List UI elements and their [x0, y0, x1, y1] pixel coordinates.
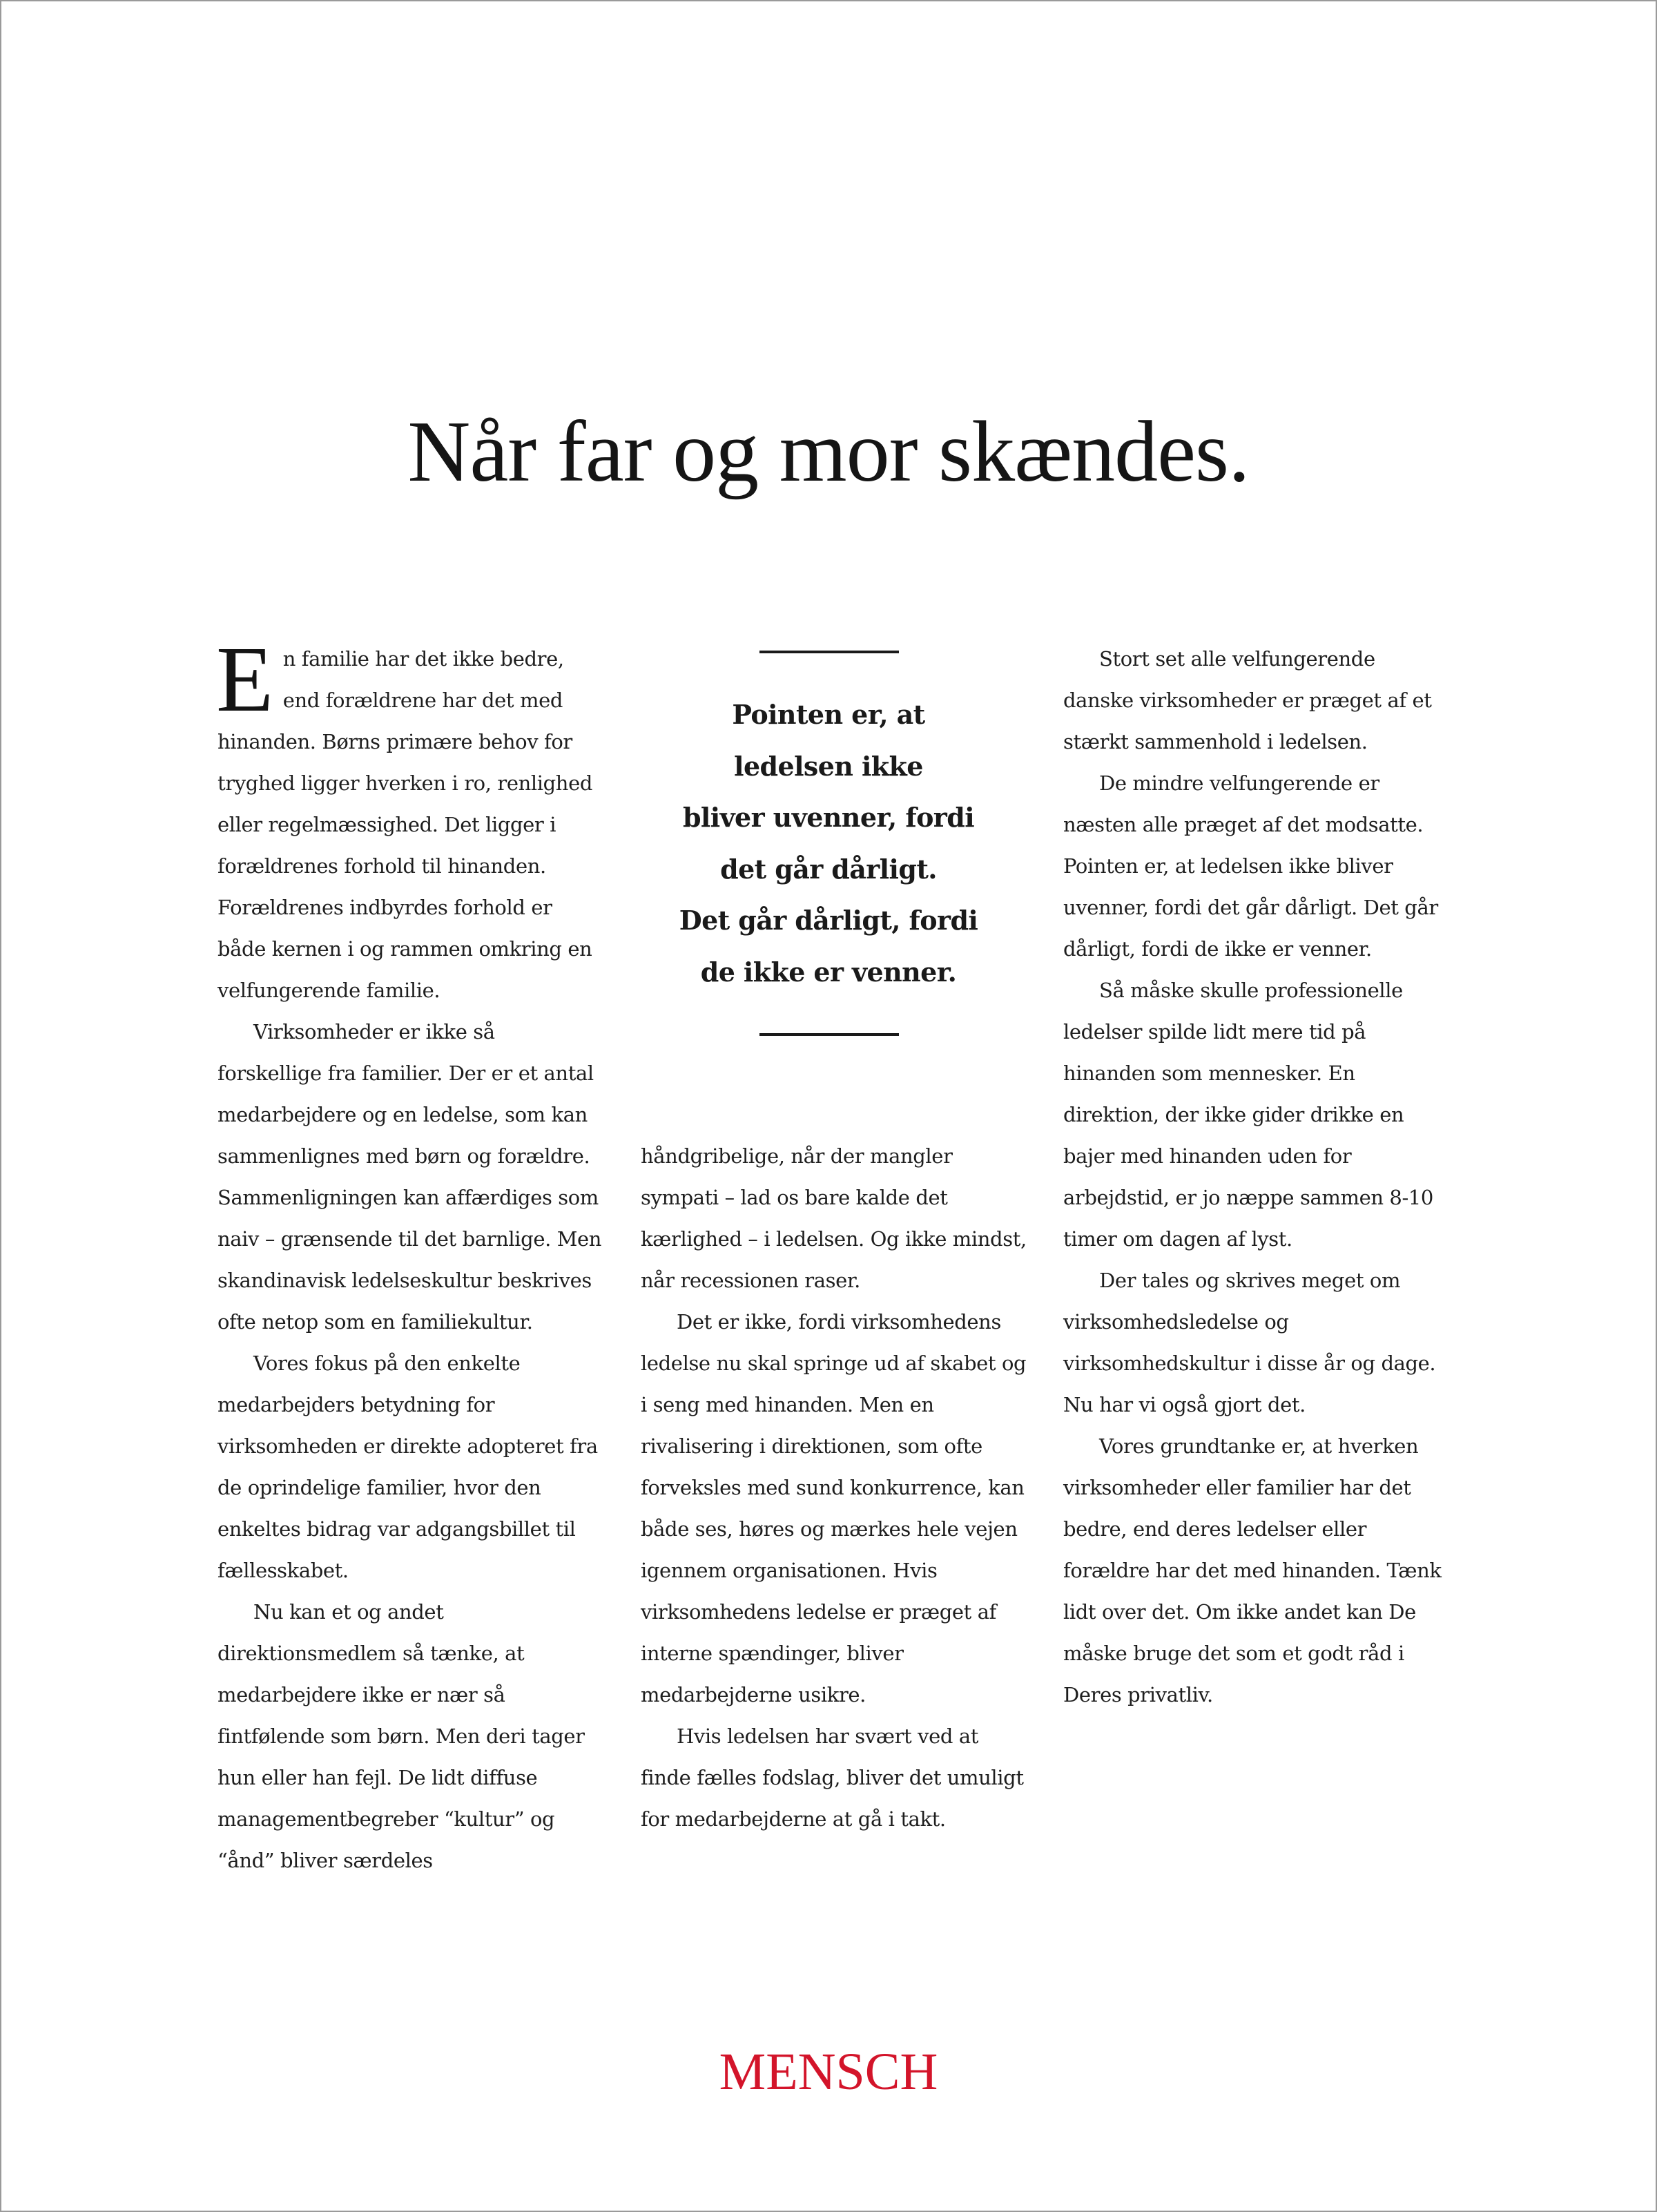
pullquote-line: det går dårligt. [720, 853, 937, 885]
mensch-logo: MENSCH [719, 2043, 938, 2101]
paragraph: Så måske skulle professionelle ledelser spilde lidt mere tid på hinanden som mennesker. En direktion, der ikke gider drikke en bajer med hinanden uden for arbejdstid, er jo næppe sammen 8-10 timer om dagen af lyst. [1063, 979, 1433, 1251]
body-column-1 [216, 628, 604, 1881]
paragraph: Vores fokus på den enkelte medarbejders betydning for virksomheden er direkte adopteret fra de oprindelige familier, hvor den enkeltes bidrag var adgangsbillet til fællesskabet. [217, 1352, 598, 1582]
pullquote-line: Pointen er, at [732, 699, 925, 730]
pullquote-line: ledelsen ikke [734, 750, 923, 782]
headline: Når far og mor skændes. [407, 404, 1250, 500]
pullquote-rule-top [759, 651, 899, 653]
drop-cap: E [216, 628, 273, 731]
pullquote-line: de ikke er venner. [700, 956, 957, 988]
pullquote-line: Det går dårligt, fordi [679, 905, 978, 936]
paragraph [216, 628, 604, 1011]
paragraph: Virksomheder er ikke så forskellige fra familier. Der er et antal medarbejdere og en ledelse, som kan sammenlignes med børn og forældre. Sammenligningen kan affærdiges som naiv – grænsende til det barnlige. Men skandinavisk ledelseskultur beskrives ofte netop som en familiekultur. [217, 1020, 602, 1334]
paragraph: Der tales og skrives meget om virksomhedsledelse og virksomhedskultur i disse år og dage. Nu har vi også gjort det. [1063, 1269, 1436, 1416]
pullquote-line: bliver uvenner, fordi [682, 802, 975, 833]
paragraph: Hvis ledelsen har svært ved at finde fælles fodslag, bliver det umuligt for medarbejderne at gå i takt. [641, 1724, 1024, 1831]
paragraph: håndgribelige, når der mangler sympati – lad os bare kalde det kærlighed – i ledelsen. Og ikke mindst, når recessionen raser. [641, 1144, 1027, 1292]
paragraph-text: n familie har det ikke bedre, end forældrene har det med hinanden. Børns primære behov for tryghed ligger hverken i ro, renlighed eller regelmæssighed. Det ligger i forældrenes forhold til hinanden. Forældrenes indbyrdes forhold er både kernen i og rammen omkring en velfungerende familie. [217, 647, 592, 1002]
paragraph: Det er ikke, fordi virksomhedens ledelse nu skal springe ud af skabet og i seng med hinanden. Men en rivalisering i direktionen, som ofte forveksles med sund konkurrence, kan både ses, høres og mærkes hele vejen igennem organisationen. Hvis virksomhedens ledelse er præget af interne spændinger, bliver medarbejderne usikre. [641, 1310, 1027, 1706]
paragraph: Nu kan et og andet direktionsmedlem så tænke, at medarbejdere ikke er nær så fintfølende som børn. Men deri tager hun eller han fejl. De lidt diffuse managementbegreber “kultur” og “ånd” bliver særdeles [217, 1600, 585, 1872]
paragraph: Vores grundtanke er, at hverken virksomheder eller familier har det bedre, end deres ledelser eller forældre har det med hinanden. Tænk lidt over det. Om ikke andet kan De måske bruge det som et godt råd i Deres privatliv. [1063, 1434, 1442, 1706]
paragraph: De mindre velfungerende er næsten alle præget af det modsatte. Pointen er, at ledelsen ikke bliver uvenner, fordi det går dårligt. Det går dårligt, fordi de ikke er venner. [1063, 771, 1438, 961]
body-column-3 [1063, 638, 1450, 1715]
pullquote [642, 689, 1015, 998]
paragraph: Stort set alle velfungerende danske virksomheder er præget af et stærkt sammenhold i ledelsen. [1063, 647, 1432, 753]
pullquote-rule-bottom [759, 1033, 899, 1036]
body-column-2 [641, 1135, 1027, 1840]
